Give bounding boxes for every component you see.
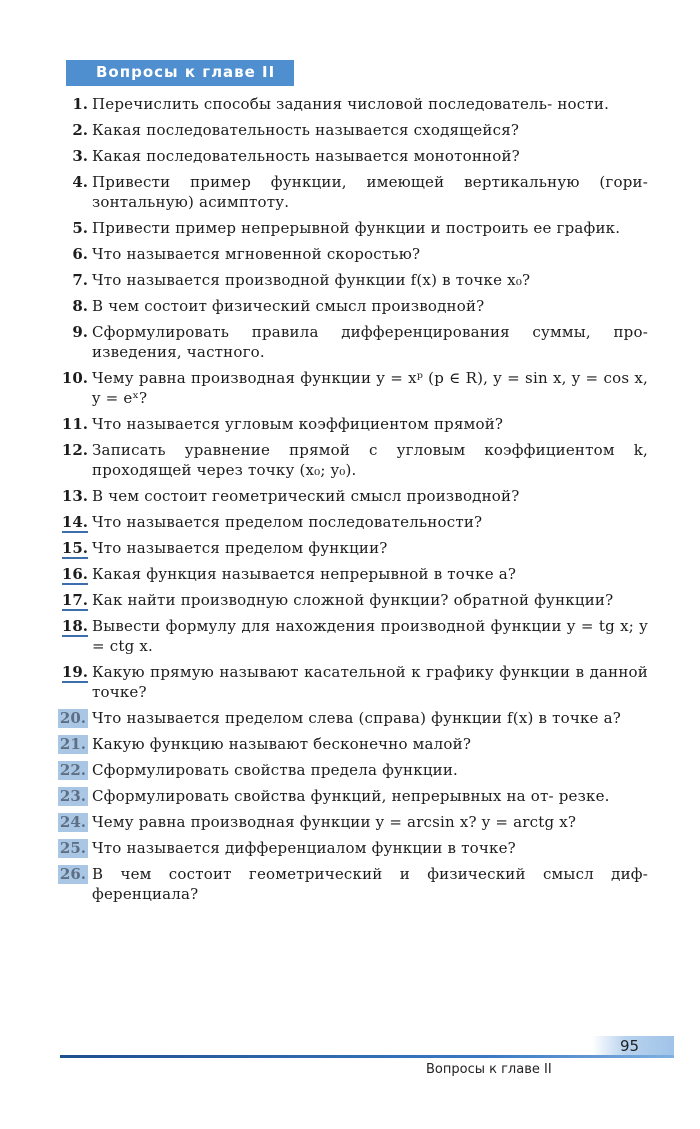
question-text: Что называется пределом последовательности?	[92, 513, 483, 531]
question-number: 11.	[61, 415, 88, 433]
question-item	[56, 94, 648, 114]
question-item	[56, 218, 648, 238]
question-text: Что называется производной функции f(x) в точке x₀?	[92, 271, 531, 289]
question-item	[56, 146, 648, 166]
question-text: Сформулировать правила дифференцирования суммы, про- изведения, частного.	[92, 323, 648, 361]
question-number: 15.	[61, 539, 88, 557]
question-number: 22.	[59, 761, 86, 779]
footer-rule	[60, 1055, 674, 1058]
question-item	[56, 270, 648, 290]
chapter-banner	[66, 60, 294, 86]
question-item	[56, 486, 648, 506]
question-number: 1.	[72, 95, 88, 113]
question-item	[56, 708, 648, 728]
question-item	[56, 172, 648, 212]
question-text: Сформулировать свойства функций, непрерывных на от- резке.	[92, 787, 610, 805]
question-item	[56, 322, 648, 362]
questions-list	[56, 94, 648, 910]
question-number: 13.	[61, 487, 88, 505]
question-item	[56, 414, 648, 434]
question-item	[56, 120, 648, 140]
question-text: Чему равна производная функции y = xᵖ (p ∈ R), y = sin x, y = cos x, y = eˣ?	[92, 369, 648, 407]
question-item	[56, 812, 648, 832]
question-text: Сформулировать свойства предела функции.	[92, 761, 459, 779]
question-number: 8.	[72, 297, 88, 315]
question-number: 21.	[59, 735, 86, 753]
question-number: 18.	[61, 617, 88, 635]
question-number: 5.	[72, 219, 88, 237]
question-number: 10.	[61, 369, 88, 387]
question-text: Чему равна производная функции y = arcsin x? y = arctg x?	[92, 813, 577, 831]
question-item	[56, 564, 648, 584]
question-text: Какую функцию называют бесконечно малой?	[92, 735, 472, 753]
question-number: 6.	[72, 245, 88, 263]
question-number: 17.	[61, 591, 88, 609]
question-item	[56, 440, 648, 480]
question-item	[56, 838, 648, 858]
question-text: В чем состоит геометрический и физический смысл диф- ференциала?	[92, 865, 648, 903]
question-number: 2.	[72, 121, 88, 139]
question-item	[56, 734, 648, 754]
page-number: 95	[620, 1037, 640, 1055]
question-number: 25.	[59, 839, 86, 857]
question-text: Какая функция называется непрерывной в точке a?	[92, 565, 517, 583]
question-number: 7.	[72, 271, 88, 289]
question-text: Что называется дифференциалом функции в точке?	[92, 839, 516, 857]
question-number: 14.	[61, 513, 88, 531]
question-number: 24.	[59, 813, 86, 831]
question-item	[56, 786, 648, 806]
question-number: 9.	[72, 323, 88, 341]
question-number: 23.	[59, 787, 86, 805]
question-number: 16.	[61, 565, 88, 583]
question-text: В чем состоит геометрический смысл производной?	[92, 487, 520, 505]
question-item	[56, 296, 648, 316]
question-text: Привести пример функции, имеющей вертикальную (гори- зонтальную) асимптоту.	[92, 173, 648, 211]
question-number: 3.	[72, 147, 88, 165]
question-item	[56, 244, 648, 264]
question-number: 20.	[59, 709, 86, 727]
question-item	[56, 616, 648, 656]
question-item	[56, 512, 648, 532]
question-text: Что называется пределом функции?	[92, 539, 388, 557]
question-number: 12.	[61, 441, 88, 459]
question-text: Вывести формулу для нахождения производной функции y = tg x; y = ctg x.	[92, 617, 648, 655]
question-item	[56, 864, 648, 904]
question-number: 26.	[59, 865, 86, 883]
question-item	[56, 760, 648, 780]
chapter-title: Вопросы к главе II	[96, 63, 276, 81]
question-text: Привести пример непрерывной функции и построить ее график.	[92, 219, 621, 237]
question-number: 4.	[72, 173, 88, 191]
question-text: Какую прямую называют касательной к графику функции в данной точке?	[92, 663, 648, 701]
running-footer-title: Вопросы к главе II	[426, 1062, 552, 1077]
question-text: Перечислить способы задания числовой последователь- ности.	[92, 95, 610, 113]
question-item	[56, 538, 648, 558]
question-text: Какая последовательность называется монотонной?	[92, 147, 520, 165]
question-text: Что называется мгновенной скоростью?	[92, 245, 421, 263]
question-item	[56, 368, 648, 408]
question-item	[56, 590, 648, 610]
question-text: Записать уравнение прямой с угловым коэффициентом k, проходящей через точку (x₀; y₀).	[92, 441, 648, 479]
question-text: Что называется пределом слева (справа) функции f(x) в точке a?	[92, 709, 621, 727]
question-number: 19.	[61, 663, 88, 681]
question-item	[56, 662, 648, 702]
question-text: Как найти производную сложной функции? обратной функции?	[92, 591, 614, 609]
question-text: Что называется угловым коэффициентом прямой?	[92, 415, 504, 433]
question-text: В чем состоит физический смысл производной?	[92, 297, 485, 315]
question-text: Какая последовательность называется сходящейся?	[92, 121, 520, 139]
